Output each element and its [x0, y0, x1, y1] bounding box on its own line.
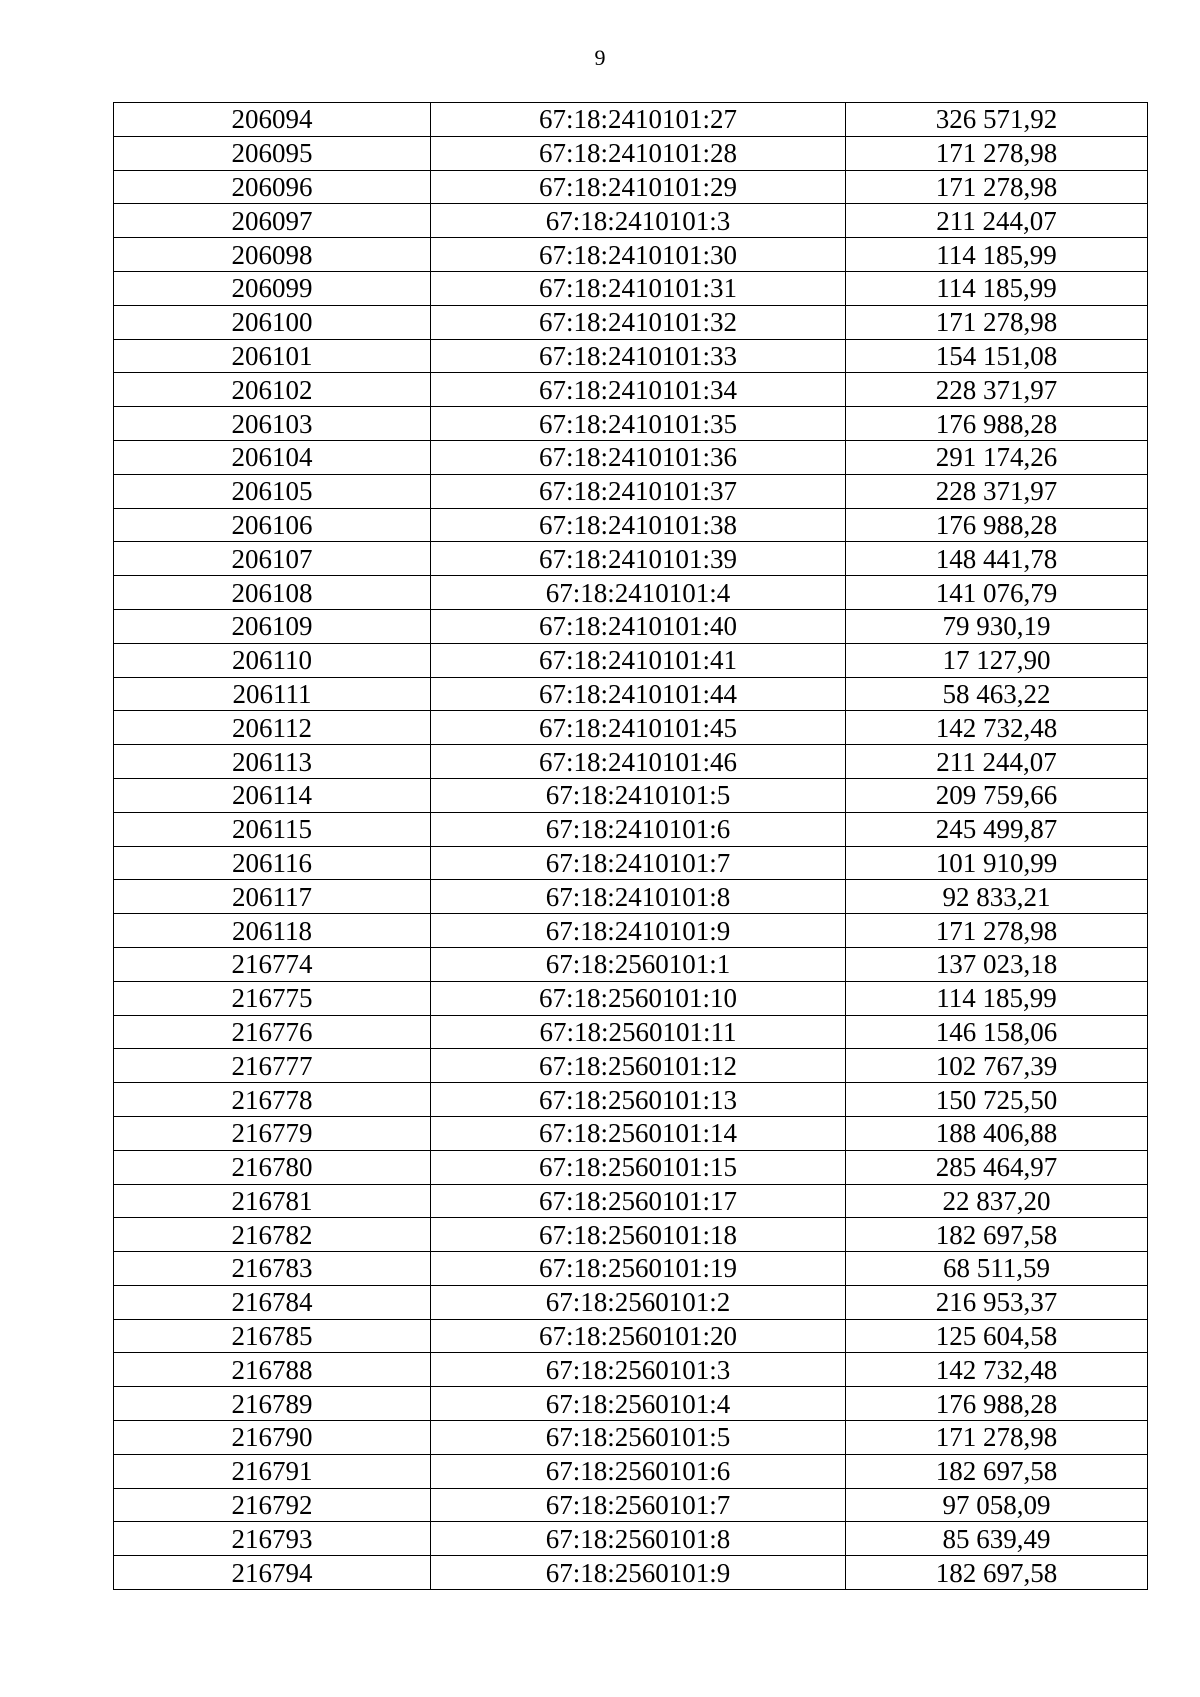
row-number-cell: 216791 [114, 1454, 431, 1488]
table-row [114, 170, 1148, 204]
table-row [114, 1421, 1148, 1455]
table-row [114, 1184, 1148, 1218]
value-cell: 142 732,48 [846, 711, 1148, 745]
cadastral-number-cell: 67:18:2410101:7 [431, 846, 846, 880]
table-row [114, 1285, 1148, 1319]
table-row [114, 1150, 1148, 1184]
value-cell: 114 185,99 [846, 981, 1148, 1015]
row-number-cell: 206099 [114, 271, 431, 305]
cadastral-number-cell: 67:18:2560101:19 [431, 1252, 846, 1286]
row-number-cell: 206110 [114, 643, 431, 677]
row-number-cell: 206109 [114, 609, 431, 643]
table-row [114, 677, 1148, 711]
cadastral-number-cell: 67:18:2560101:20 [431, 1319, 846, 1353]
cadastral-number-cell: 67:18:2410101:28 [431, 136, 846, 170]
row-number-cell: 206098 [114, 238, 431, 272]
value-cell: 285 464,97 [846, 1150, 1148, 1184]
cadastral-number-cell: 67:18:2560101:4 [431, 1387, 846, 1421]
value-cell: 114 185,99 [846, 238, 1148, 272]
table-row [114, 1556, 1148, 1590]
value-cell: 182 697,58 [846, 1454, 1148, 1488]
table-row [114, 1522, 1148, 1556]
value-cell: 114 185,99 [846, 271, 1148, 305]
row-number-cell: 206113 [114, 745, 431, 779]
cadastral-number-cell: 67:18:2410101:8 [431, 880, 846, 914]
value-cell: 291 174,26 [846, 440, 1148, 474]
cadastral-number-cell: 67:18:2560101:5 [431, 1421, 846, 1455]
value-cell: 97 058,09 [846, 1488, 1148, 1522]
row-number-cell: 206108 [114, 576, 431, 610]
value-cell: 228 371,97 [846, 474, 1148, 508]
value-cell: 146 158,06 [846, 1015, 1148, 1049]
cadastral-number-cell: 67:18:2410101:27 [431, 103, 846, 137]
row-number-cell: 216778 [114, 1083, 431, 1117]
cadastral-number-cell: 67:18:2410101:33 [431, 339, 846, 373]
table-row [114, 1083, 1148, 1117]
cadastral-number-cell: 67:18:2560101:7 [431, 1488, 846, 1522]
value-cell: 17 127,90 [846, 643, 1148, 677]
table-row [114, 204, 1148, 238]
table-row [114, 136, 1148, 170]
cadastral-number-cell: 67:18:2410101:36 [431, 440, 846, 474]
page-number: 9 [594, 45, 606, 70]
value-cell: 171 278,98 [846, 305, 1148, 339]
value-cell: 101 910,99 [846, 846, 1148, 880]
row-number-cell: 216789 [114, 1387, 431, 1421]
cadastral-number-cell: 67:18:2560101:14 [431, 1116, 846, 1150]
cadastral-number-cell: 67:18:2410101:44 [431, 677, 846, 711]
value-cell: 142 732,48 [846, 1353, 1148, 1387]
row-number-cell: 216783 [114, 1252, 431, 1286]
cadastral-number-cell: 67:18:2560101:1 [431, 947, 846, 981]
table-row [114, 238, 1148, 272]
cadastral-number-cell: 67:18:2560101:9 [431, 1556, 846, 1590]
row-number-cell: 206118 [114, 914, 431, 948]
cadastral-number-cell: 67:18:2410101:5 [431, 778, 846, 812]
table-row [114, 846, 1148, 880]
cadastral-number-cell: 67:18:2410101:30 [431, 238, 846, 272]
cadastral-number-cell: 67:18:2410101:40 [431, 609, 846, 643]
row-number-cell: 206104 [114, 440, 431, 474]
cadastral-number-cell: 67:18:2410101:3 [431, 204, 846, 238]
table-row [114, 1454, 1148, 1488]
table-row [114, 711, 1148, 745]
value-cell: 58 463,22 [846, 677, 1148, 711]
cadastral-number-cell: 67:18:2410101:6 [431, 812, 846, 846]
value-cell: 85 639,49 [846, 1522, 1148, 1556]
row-number-cell: 216794 [114, 1556, 431, 1590]
value-cell: 92 833,21 [846, 880, 1148, 914]
value-cell: 326 571,92 [846, 103, 1148, 137]
row-number-cell: 206102 [114, 373, 431, 407]
row-number-cell: 216785 [114, 1319, 431, 1353]
registry-table-body [114, 103, 1148, 1590]
row-number-cell: 216781 [114, 1184, 431, 1218]
value-cell: 150 725,50 [846, 1083, 1148, 1117]
row-number-cell: 206094 [114, 103, 431, 137]
cadastral-number-cell: 67:18:2410101:46 [431, 745, 846, 779]
row-number-cell: 216779 [114, 1116, 431, 1150]
value-cell: 171 278,98 [846, 1421, 1148, 1455]
cadastral-number-cell: 67:18:2560101:8 [431, 1522, 846, 1556]
value-cell: 182 697,58 [846, 1218, 1148, 1252]
cadastral-number-cell: 67:18:2560101:2 [431, 1285, 846, 1319]
value-cell: 68 511,59 [846, 1252, 1148, 1286]
row-number-cell: 206103 [114, 407, 431, 441]
cadastral-number-cell: 67:18:2560101:11 [431, 1015, 846, 1049]
table-row [114, 778, 1148, 812]
row-number-cell: 206095 [114, 136, 431, 170]
cadastral-number-cell: 67:18:2410101:37 [431, 474, 846, 508]
value-cell: 188 406,88 [846, 1116, 1148, 1150]
row-number-cell: 216793 [114, 1522, 431, 1556]
cadastral-number-cell: 67:18:2560101:6 [431, 1454, 846, 1488]
table-row [114, 1116, 1148, 1150]
row-number-cell: 206097 [114, 204, 431, 238]
value-cell: 216 953,37 [846, 1285, 1148, 1319]
cadastral-number-cell: 67:18:2410101:41 [431, 643, 846, 677]
table-row [114, 643, 1148, 677]
row-number-cell: 216777 [114, 1049, 431, 1083]
table-row [114, 745, 1148, 779]
table-row [114, 880, 1148, 914]
registry-table [113, 102, 1148, 1590]
table-row [114, 440, 1148, 474]
row-number-cell: 216775 [114, 981, 431, 1015]
table-row [114, 1015, 1148, 1049]
cadastral-number-cell: 67:18:2560101:17 [431, 1184, 846, 1218]
value-cell: 22 837,20 [846, 1184, 1148, 1218]
row-number-cell: 216782 [114, 1218, 431, 1252]
value-cell: 209 759,66 [846, 778, 1148, 812]
value-cell: 171 278,98 [846, 136, 1148, 170]
value-cell: 137 023,18 [846, 947, 1148, 981]
table-row [114, 1353, 1148, 1387]
row-number-cell: 206101 [114, 339, 431, 373]
value-cell: 211 244,07 [846, 204, 1148, 238]
table-row [114, 1252, 1148, 1286]
cadastral-number-cell: 67:18:2560101:3 [431, 1353, 846, 1387]
table-row [114, 542, 1148, 576]
table-row [114, 914, 1148, 948]
value-cell: 176 988,28 [846, 1387, 1148, 1421]
row-number-cell: 216788 [114, 1353, 431, 1387]
cadastral-number-cell: 67:18:2410101:9 [431, 914, 846, 948]
value-cell: 171 278,98 [846, 170, 1148, 204]
value-cell: 141 076,79 [846, 576, 1148, 610]
table-row [114, 1319, 1148, 1353]
value-cell: 154 151,08 [846, 339, 1148, 373]
row-number-cell: 206111 [114, 677, 431, 711]
table-row [114, 609, 1148, 643]
table-row [114, 576, 1148, 610]
cadastral-number-cell: 67:18:2560101:18 [431, 1218, 846, 1252]
value-cell: 79 930,19 [846, 609, 1148, 643]
value-cell: 211 244,07 [846, 745, 1148, 779]
table-row [114, 812, 1148, 846]
cadastral-number-cell: 67:18:2410101:34 [431, 373, 846, 407]
row-number-cell: 206105 [114, 474, 431, 508]
value-cell: 102 767,39 [846, 1049, 1148, 1083]
cadastral-number-cell: 67:18:2410101:45 [431, 711, 846, 745]
table-row [114, 1049, 1148, 1083]
cadastral-number-cell: 67:18:2410101:29 [431, 170, 846, 204]
cadastral-number-cell: 67:18:2560101:12 [431, 1049, 846, 1083]
value-cell: 228 371,97 [846, 373, 1148, 407]
table-row [114, 373, 1148, 407]
table-row [114, 407, 1148, 441]
value-cell: 171 278,98 [846, 914, 1148, 948]
row-number-cell: 216780 [114, 1150, 431, 1184]
value-cell: 148 441,78 [846, 542, 1148, 576]
table-row [114, 339, 1148, 373]
table-row [114, 947, 1148, 981]
cadastral-number-cell: 67:18:2410101:35 [431, 407, 846, 441]
cadastral-number-cell: 67:18:2410101:4 [431, 576, 846, 610]
value-cell: 182 697,58 [846, 1556, 1148, 1590]
table-row [114, 271, 1148, 305]
row-number-cell: 216774 [114, 947, 431, 981]
row-number-cell: 206107 [114, 542, 431, 576]
cadastral-number-cell: 67:18:2410101:38 [431, 508, 846, 542]
cadastral-number-cell: 67:18:2410101:39 [431, 542, 846, 576]
row-number-cell: 206116 [114, 846, 431, 880]
cadastral-number-cell: 67:18:2560101:15 [431, 1150, 846, 1184]
table-row [114, 103, 1148, 137]
value-cell: 176 988,28 [846, 508, 1148, 542]
table-row [114, 1488, 1148, 1522]
cadastral-number-cell: 67:18:2560101:13 [431, 1083, 846, 1117]
row-number-cell: 216784 [114, 1285, 431, 1319]
value-cell: 176 988,28 [846, 407, 1148, 441]
table-row [114, 305, 1148, 339]
cadastral-number-cell: 67:18:2560101:10 [431, 981, 846, 1015]
row-number-cell: 206112 [114, 711, 431, 745]
value-cell: 245 499,87 [846, 812, 1148, 846]
cadastral-number-cell: 67:18:2410101:31 [431, 271, 846, 305]
table-row [114, 1218, 1148, 1252]
row-number-cell: 206117 [114, 880, 431, 914]
row-number-cell: 206115 [114, 812, 431, 846]
table-row [114, 981, 1148, 1015]
row-number-cell: 206100 [114, 305, 431, 339]
row-number-cell: 216776 [114, 1015, 431, 1049]
row-number-cell: 206096 [114, 170, 431, 204]
table-row [114, 474, 1148, 508]
table-row [114, 1387, 1148, 1421]
row-number-cell: 206114 [114, 778, 431, 812]
cadastral-number-cell: 67:18:2410101:32 [431, 305, 846, 339]
row-number-cell: 216790 [114, 1421, 431, 1455]
table-row [114, 508, 1148, 542]
row-number-cell: 206106 [114, 508, 431, 542]
value-cell: 125 604,58 [846, 1319, 1148, 1353]
row-number-cell: 216792 [114, 1488, 431, 1522]
